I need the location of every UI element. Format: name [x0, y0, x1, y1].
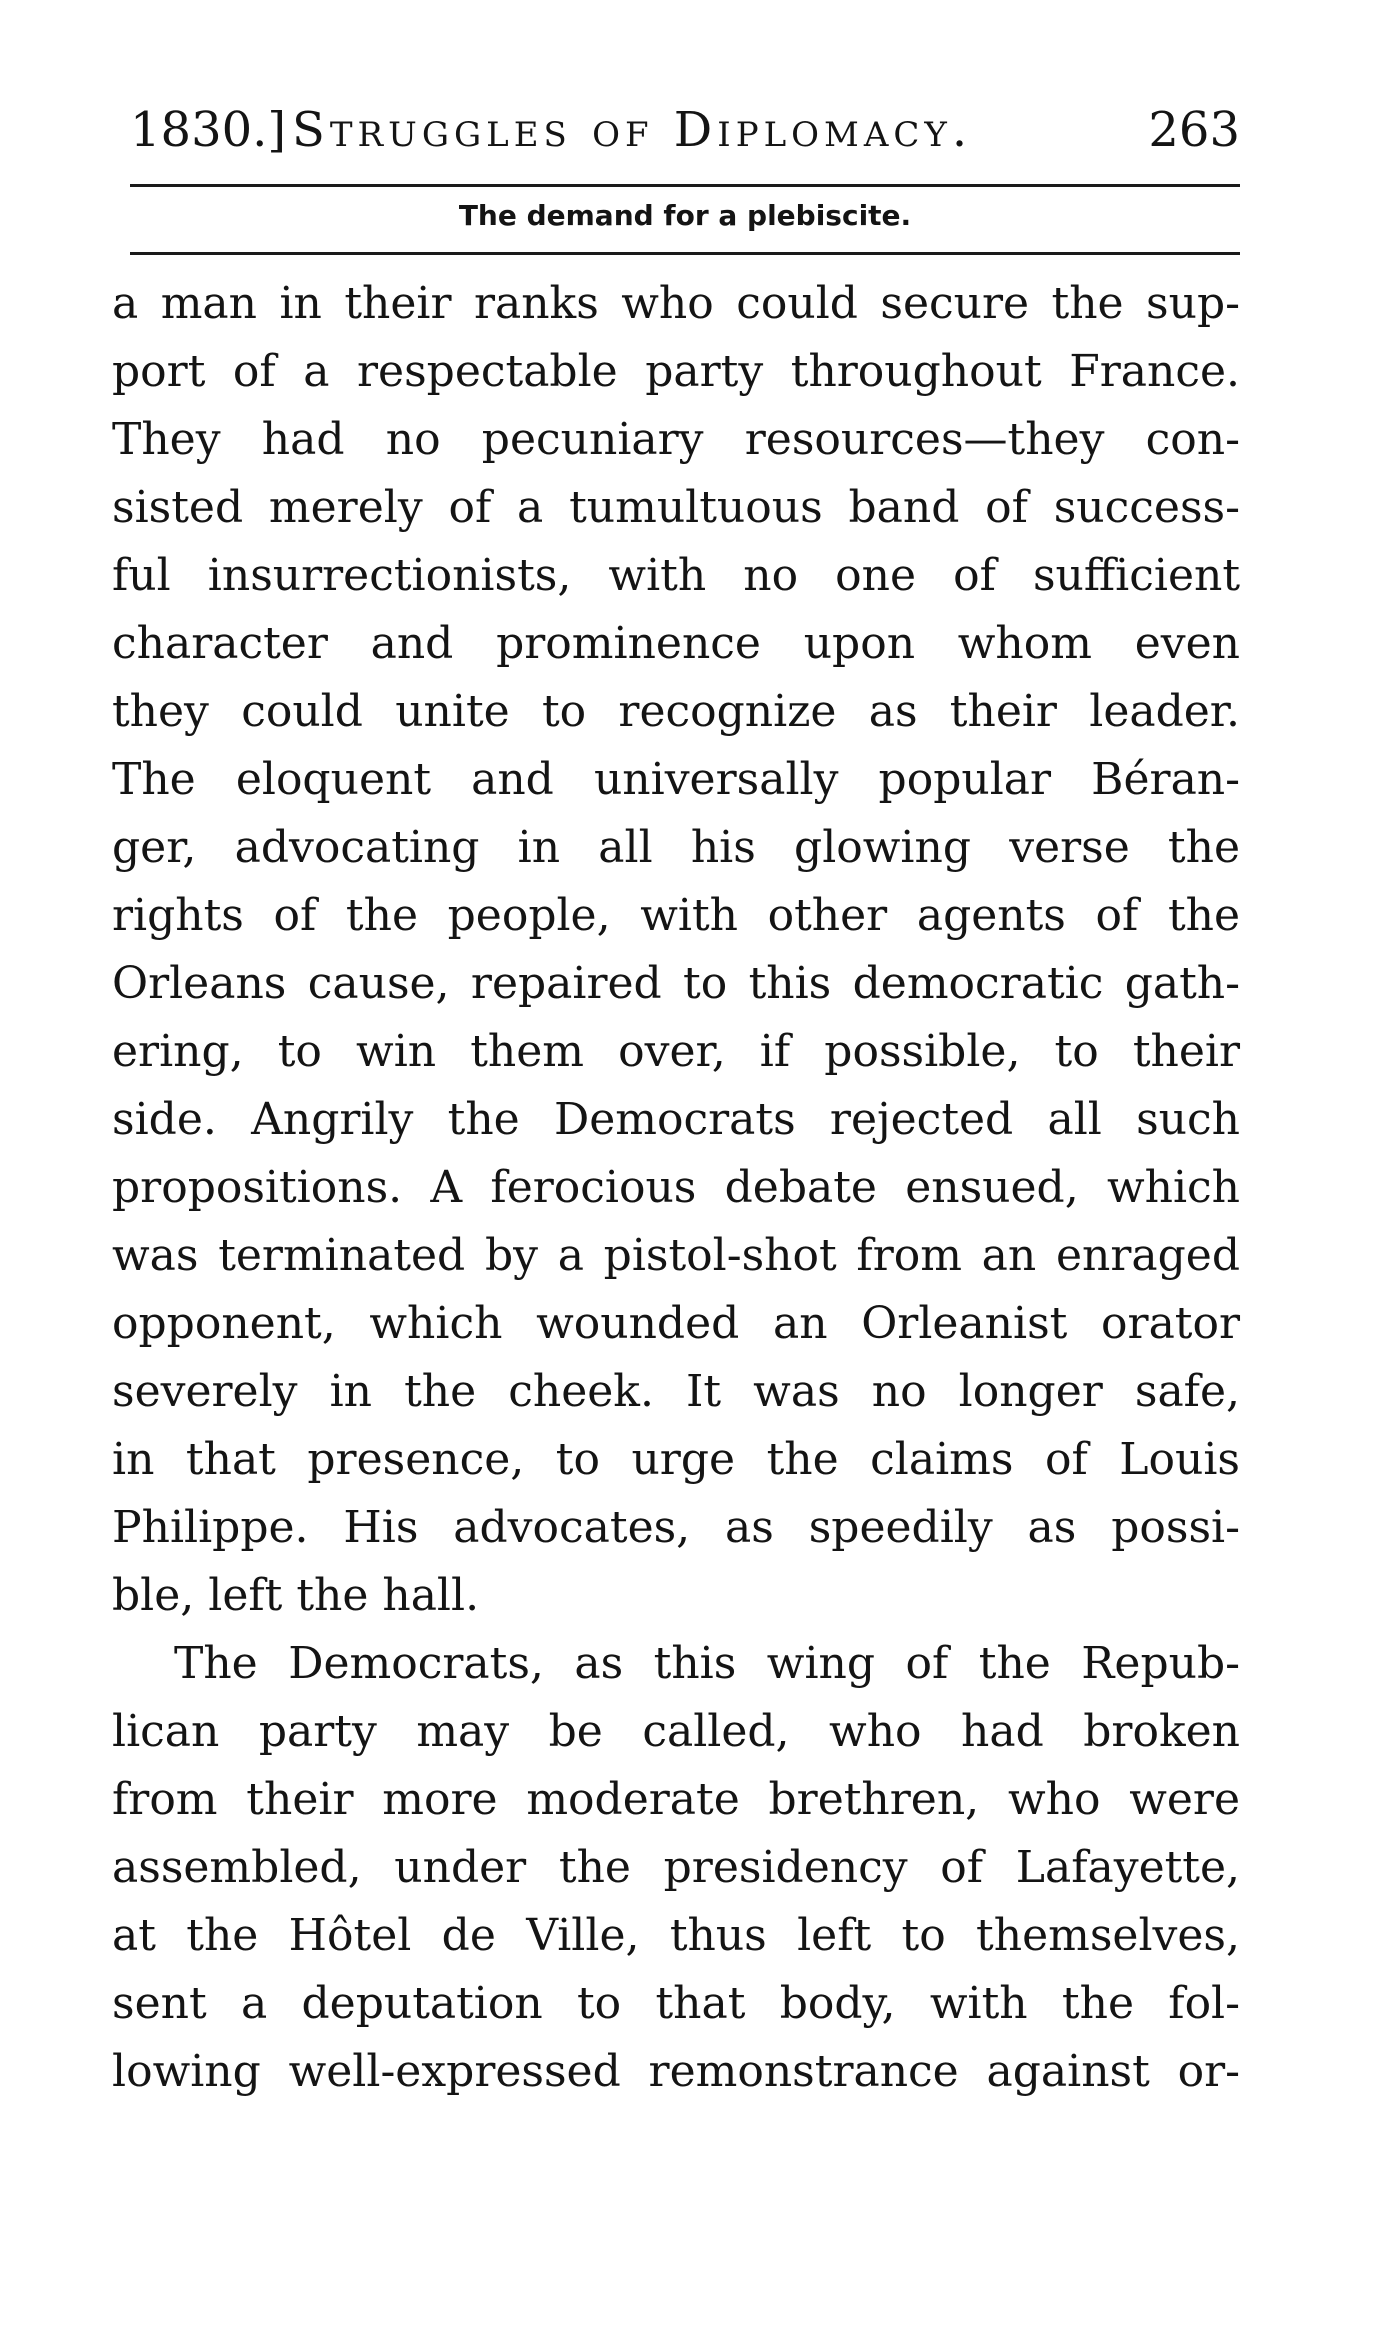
- text-line: ble, left the hall.: [112, 1570, 480, 1621]
- text-line: lican party may be called, who had broken: [112, 1706, 1240, 1757]
- text-line: port of a respectable party throughout France.: [112, 346, 1240, 397]
- section-subhead: The demand for a plebiscite.: [458, 199, 912, 232]
- text-line: character and prominence upon whom even: [112, 618, 1240, 669]
- header-rule-top: [130, 184, 1240, 187]
- text-line: The eloquent and universally popular Béran-: [112, 754, 1240, 805]
- text-line: They had no pecuniary resources—they con-: [112, 414, 1240, 465]
- text-line: Orleans cause, repaired to this democratic gath-: [112, 958, 1240, 1009]
- text-line: a man in their ranks who could secure the sup-: [112, 278, 1240, 329]
- page-number: 263: [1148, 102, 1240, 158]
- text-line: sent a deputation to that body, with the fol-: [112, 1978, 1240, 2029]
- text-line: sisted merely of a tumultuous band of success-: [112, 482, 1240, 533]
- text-line: at the Hôtel de Ville, thus left to themselves,: [112, 1910, 1240, 1961]
- text-line: rights of the people, with other agents of the: [112, 890, 1240, 941]
- paragraph-1: [112, 270, 1240, 1630]
- body-text: [112, 270, 1240, 2106]
- text-line: severely in the cheek. It was no longer safe,: [112, 1366, 1240, 1417]
- running-header: [130, 100, 1240, 160]
- text-line: propositions. A ferocious debate ensued, which: [112, 1162, 1240, 1213]
- text-line: in that presence, to urge the claims of Louis: [112, 1434, 1240, 1485]
- text-line: ering, to win them over, if possible, to their: [112, 1026, 1240, 1077]
- text-line: ger, advocating in all his glowing verse the: [112, 822, 1240, 873]
- text-line: opponent, which wounded an Orleanist orator: [112, 1298, 1240, 1349]
- header-rule-bottom: [130, 252, 1240, 255]
- running-title: Struggles of Diplomacy.: [292, 102, 973, 158]
- text-line: side. Angrily the Democrats rejected all such: [112, 1094, 1240, 1145]
- text-line: from their more moderate brethren, who were: [112, 1774, 1240, 1825]
- text-line: they could unite to recognize as their leader.: [112, 686, 1240, 737]
- text-line: ful insurrectionists, with no one of sufficient: [112, 550, 1240, 601]
- header-year: 1830.]: [130, 102, 287, 158]
- text-line: lowing well-expressed remonstrance against or-: [112, 2046, 1240, 2097]
- text-line: was terminated by a pistol-shot from an enraged: [112, 1230, 1240, 1281]
- text-line: The Democrats, as this wing of the Repub-: [174, 1638, 1240, 1689]
- text-line: Philippe. His advocates, as speedily as possi-: [112, 1502, 1240, 1553]
- text-line: assembled, under the presidency of Lafayette,: [112, 1842, 1240, 1893]
- paragraph-2: [112, 1630, 1240, 2106]
